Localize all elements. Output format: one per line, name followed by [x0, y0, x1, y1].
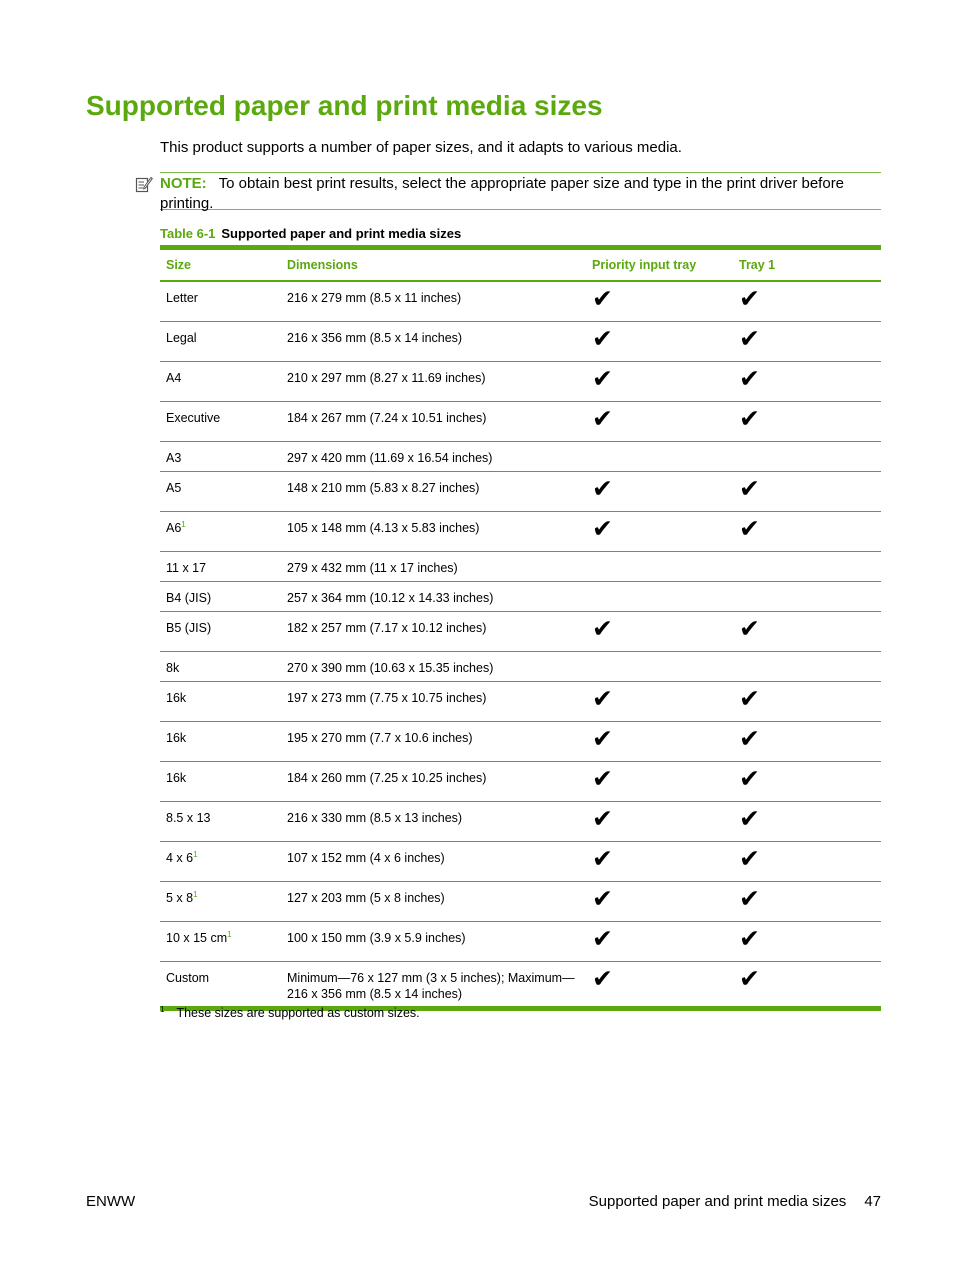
checkmark-icon: ✔: [592, 763, 613, 793]
cell-priority-input-tray: [586, 281, 733, 321]
cell-tray-1: [733, 841, 881, 881]
cell-dimensions: 184 x 267 mm (7.24 x 10.51 inches): [281, 401, 586, 441]
size-label: 16k: [166, 770, 187, 785]
cell-priority-input-tray: [586, 321, 733, 361]
cell-size: [160, 651, 281, 681]
cell-dimensions: 100 x 150 mm (3.9 x 5.9 inches): [281, 921, 586, 961]
cell-tray-1: [733, 551, 881, 581]
cell-size: [160, 611, 281, 651]
size-label: 10 x 15 cm: [166, 930, 228, 945]
note-pencil-icon: [135, 175, 153, 193]
table-header-row: [160, 248, 881, 282]
table-row: [160, 961, 881, 1008]
footnote: [160, 1005, 420, 1020]
cell-tray-1: [733, 721, 881, 761]
size-label: A5: [166, 480, 182, 495]
cell-priority-input-tray: [586, 841, 733, 881]
checkmark-icon: ✔: [592, 963, 613, 993]
table-row: [160, 681, 881, 721]
cell-tray-1: [733, 761, 881, 801]
checkmark-icon: ✔: [739, 963, 760, 993]
cell-dimensions: 216 x 356 mm (8.5 x 14 inches): [281, 321, 586, 361]
note-text: To obtain best print results, select the appropriate paper size and type in the print driver before printing.: [160, 175, 845, 212]
cell-priority-input-tray: [586, 801, 733, 841]
checkmark-icon: ✔: [739, 513, 760, 543]
cell-priority-input-tray: [586, 511, 733, 551]
checkmark-icon: ✔: [592, 883, 613, 913]
cell-tray-1: [733, 881, 881, 921]
cell-dimensions: 297 x 420 mm (11.69 x 16.54 inches): [281, 441, 586, 471]
table-row: [160, 551, 881, 581]
cell-size: [160, 321, 281, 361]
size-label: A4: [166, 370, 182, 385]
media-sizes-table: [160, 245, 881, 1011]
cell-size: [160, 841, 281, 881]
checkmark-icon: ✔: [739, 923, 760, 953]
footer-right: [589, 1193, 881, 1210]
cell-tray-1: [733, 511, 881, 551]
checkmark-icon: ✔: [592, 403, 613, 433]
cell-dimensions: 105 x 148 mm (4.13 x 5.83 inches): [281, 511, 586, 551]
header-size: Size: [160, 248, 281, 282]
cell-priority-input-tray: [586, 651, 733, 681]
checkmark-icon: ✔: [592, 473, 613, 503]
size-label: A6: [166, 520, 182, 535]
size-label: Custom: [166, 970, 210, 985]
checkmark-icon: ✔: [592, 613, 613, 643]
cell-tray-1: [733, 581, 881, 611]
cell-dimensions: 127 x 203 mm (5 x 8 inches): [281, 881, 586, 921]
cell-priority-input-tray: [586, 721, 733, 761]
table-caption-title: Supported paper and print media sizes: [221, 226, 462, 241]
cell-tray-1: [733, 441, 881, 471]
cell-size: [160, 511, 281, 551]
checkmark-icon: ✔: [592, 723, 613, 753]
checkmark-icon: ✔: [739, 363, 760, 393]
cell-dimensions: 270 x 390 mm (10.63 x 15.35 inches): [281, 651, 586, 681]
footnote-mark: 1: [160, 1005, 165, 1014]
cell-tray-1: [733, 961, 881, 1008]
cell-priority-input-tray: [586, 361, 733, 401]
table-row: [160, 581, 881, 611]
cell-size: [160, 721, 281, 761]
table-row: [160, 611, 881, 651]
cell-size: [160, 961, 281, 1008]
cell-priority-input-tray: [586, 551, 733, 581]
cell-dimensions: 182 x 257 mm (7.17 x 10.12 inches): [281, 611, 586, 651]
header-priority-input-tray: Priority input tray: [586, 248, 733, 282]
table-row: [160, 401, 881, 441]
checkmark-icon: ✔: [739, 323, 760, 353]
header-tray-1: Tray 1: [733, 248, 881, 282]
size-label: 16k: [166, 690, 187, 705]
footnote-reference: 1: [193, 849, 198, 859]
cell-size: [160, 471, 281, 511]
cell-dimensions: 279 x 432 mm (11 x 17 inches): [281, 551, 586, 581]
note-box: [160, 172, 881, 210]
cell-tray-1: [733, 611, 881, 651]
table-row: [160, 281, 881, 321]
checkmark-icon: ✔: [739, 473, 760, 503]
size-label: Letter: [166, 291, 198, 305]
cell-priority-input-tray: [586, 681, 733, 721]
table-row: [160, 801, 881, 841]
table-caption-number: Table 6-1: [160, 226, 216, 241]
table-row: [160, 921, 881, 961]
size-label: Legal: [166, 330, 197, 345]
checkmark-icon: ✔: [592, 803, 613, 833]
cell-tray-1: [733, 321, 881, 361]
table-row: [160, 881, 881, 921]
footnote-reference: 1: [227, 929, 232, 939]
cell-size: [160, 401, 281, 441]
checkmark-icon: ✔: [739, 403, 760, 433]
checkmark-icon: ✔: [739, 613, 760, 643]
cell-dimensions: 257 x 364 mm (10.12 x 14.33 inches): [281, 581, 586, 611]
cell-dimensions: 210 x 297 mm (8.27 x 11.69 inches): [281, 361, 586, 401]
cell-size: [160, 881, 281, 921]
size-label: 8.5 x 13: [166, 810, 211, 825]
cell-size: [160, 441, 281, 471]
cell-dimensions: 107 x 152 mm (4 x 6 inches): [281, 841, 586, 881]
table-row: [160, 841, 881, 881]
table-row: [160, 321, 881, 361]
checkmark-icon: ✔: [739, 723, 760, 753]
table-caption: [160, 226, 461, 241]
page-number: 47: [864, 1193, 881, 1210]
cell-size: [160, 681, 281, 721]
checkmark-icon: ✔: [739, 883, 760, 913]
table-body: [160, 281, 881, 1008]
checkmark-icon: ✔: [739, 803, 760, 833]
table-row: [160, 511, 881, 551]
cell-size: [160, 761, 281, 801]
checkmark-icon: ✔: [592, 843, 613, 873]
intro-text: This product supports a number of paper sizes, and it adapts to various media.: [160, 139, 682, 156]
cell-dimensions: 195 x 270 mm (7.7 x 10.6 inches): [281, 721, 586, 761]
cell-priority-input-tray: [586, 471, 733, 511]
footnote-reference: 1: [181, 519, 186, 529]
cell-tray-1: [733, 471, 881, 511]
cell-dimensions: 216 x 279 mm (8.5 x 11 inches): [281, 281, 586, 321]
cell-tray-1: [733, 281, 881, 321]
size-label: B5 (JIS): [166, 620, 212, 635]
table-row: [160, 441, 881, 471]
cell-priority-input-tray: [586, 961, 733, 1008]
size-label: A3: [166, 450, 182, 465]
cell-dimensions: Minimum—76 x 127 mm (3 x 5 inches); Maximum—216 x 356 mm (8.5 x 14 inches): [287, 970, 575, 1001]
cell-priority-input-tray: [586, 401, 733, 441]
cell-tray-1: [733, 681, 881, 721]
table-row: [160, 721, 881, 761]
cell-size: [160, 551, 281, 581]
checkmark-icon: ✔: [592, 513, 613, 543]
cell-size: [160, 801, 281, 841]
cell-size: [160, 281, 281, 321]
cell-tray-1: [733, 361, 881, 401]
cell-size: [160, 581, 281, 611]
checkmark-icon: ✔: [739, 683, 760, 713]
cell-dimensions: 216 x 330 mm (8.5 x 13 inches): [281, 801, 586, 841]
cell-priority-input-tray: [586, 441, 733, 471]
footer-section-title: Supported paper and print media sizes: [588, 1193, 847, 1210]
cell-priority-input-tray: [586, 581, 733, 611]
table-row: [160, 471, 881, 511]
cell-size: [160, 921, 281, 961]
checkmark-icon: ✔: [592, 363, 613, 393]
footnote-reference: 1: [193, 889, 198, 899]
cell-priority-input-tray: [586, 611, 733, 651]
size-label: 11 x 17: [166, 560, 207, 575]
cell-tray-1: [733, 401, 881, 441]
header-dimensions: Dimensions: [281, 248, 586, 282]
cell-tray-1: [733, 921, 881, 961]
footnote-text: These sizes are supported as custom sizes.: [176, 1006, 420, 1021]
size-label: 8k: [166, 660, 180, 675]
cell-size: [160, 361, 281, 401]
cell-priority-input-tray: [586, 921, 733, 961]
cell-dimensions: 197 x 273 mm (7.75 x 10.75 inches): [281, 681, 586, 721]
page-title: Supported paper and print media sizes: [86, 90, 603, 121]
checkmark-icon: ✔: [739, 763, 760, 793]
cell-tray-1: [733, 651, 881, 681]
table-row: [160, 361, 881, 401]
size-label: B4 (JIS): [166, 590, 212, 605]
cell-tray-1: [733, 801, 881, 841]
size-label: 16k: [166, 730, 187, 745]
cell-dimensions: 148 x 210 mm (5.83 x 8.27 inches): [281, 471, 586, 511]
checkmark-icon: ✔: [592, 683, 613, 713]
checkmark-icon: ✔: [592, 323, 613, 353]
cell-dimensions: 184 x 260 mm (7.25 x 10.25 inches): [281, 761, 586, 801]
size-label: 4 x 6: [166, 850, 194, 865]
size-label: 5 x 8: [166, 890, 194, 905]
cell-priority-input-tray: [586, 881, 733, 921]
checkmark-icon: ✔: [592, 923, 613, 953]
checkmark-icon: ✔: [739, 284, 760, 313]
footer-left: ENWW: [86, 1193, 136, 1210]
table-row: [160, 651, 881, 681]
size-label: Executive: [166, 410, 221, 425]
checkmark-icon: ✔: [592, 284, 613, 313]
table-row: [160, 761, 881, 801]
checkmark-icon: ✔: [739, 843, 760, 873]
note-label: NOTE:: [160, 175, 207, 192]
cell-priority-input-tray: [586, 761, 733, 801]
